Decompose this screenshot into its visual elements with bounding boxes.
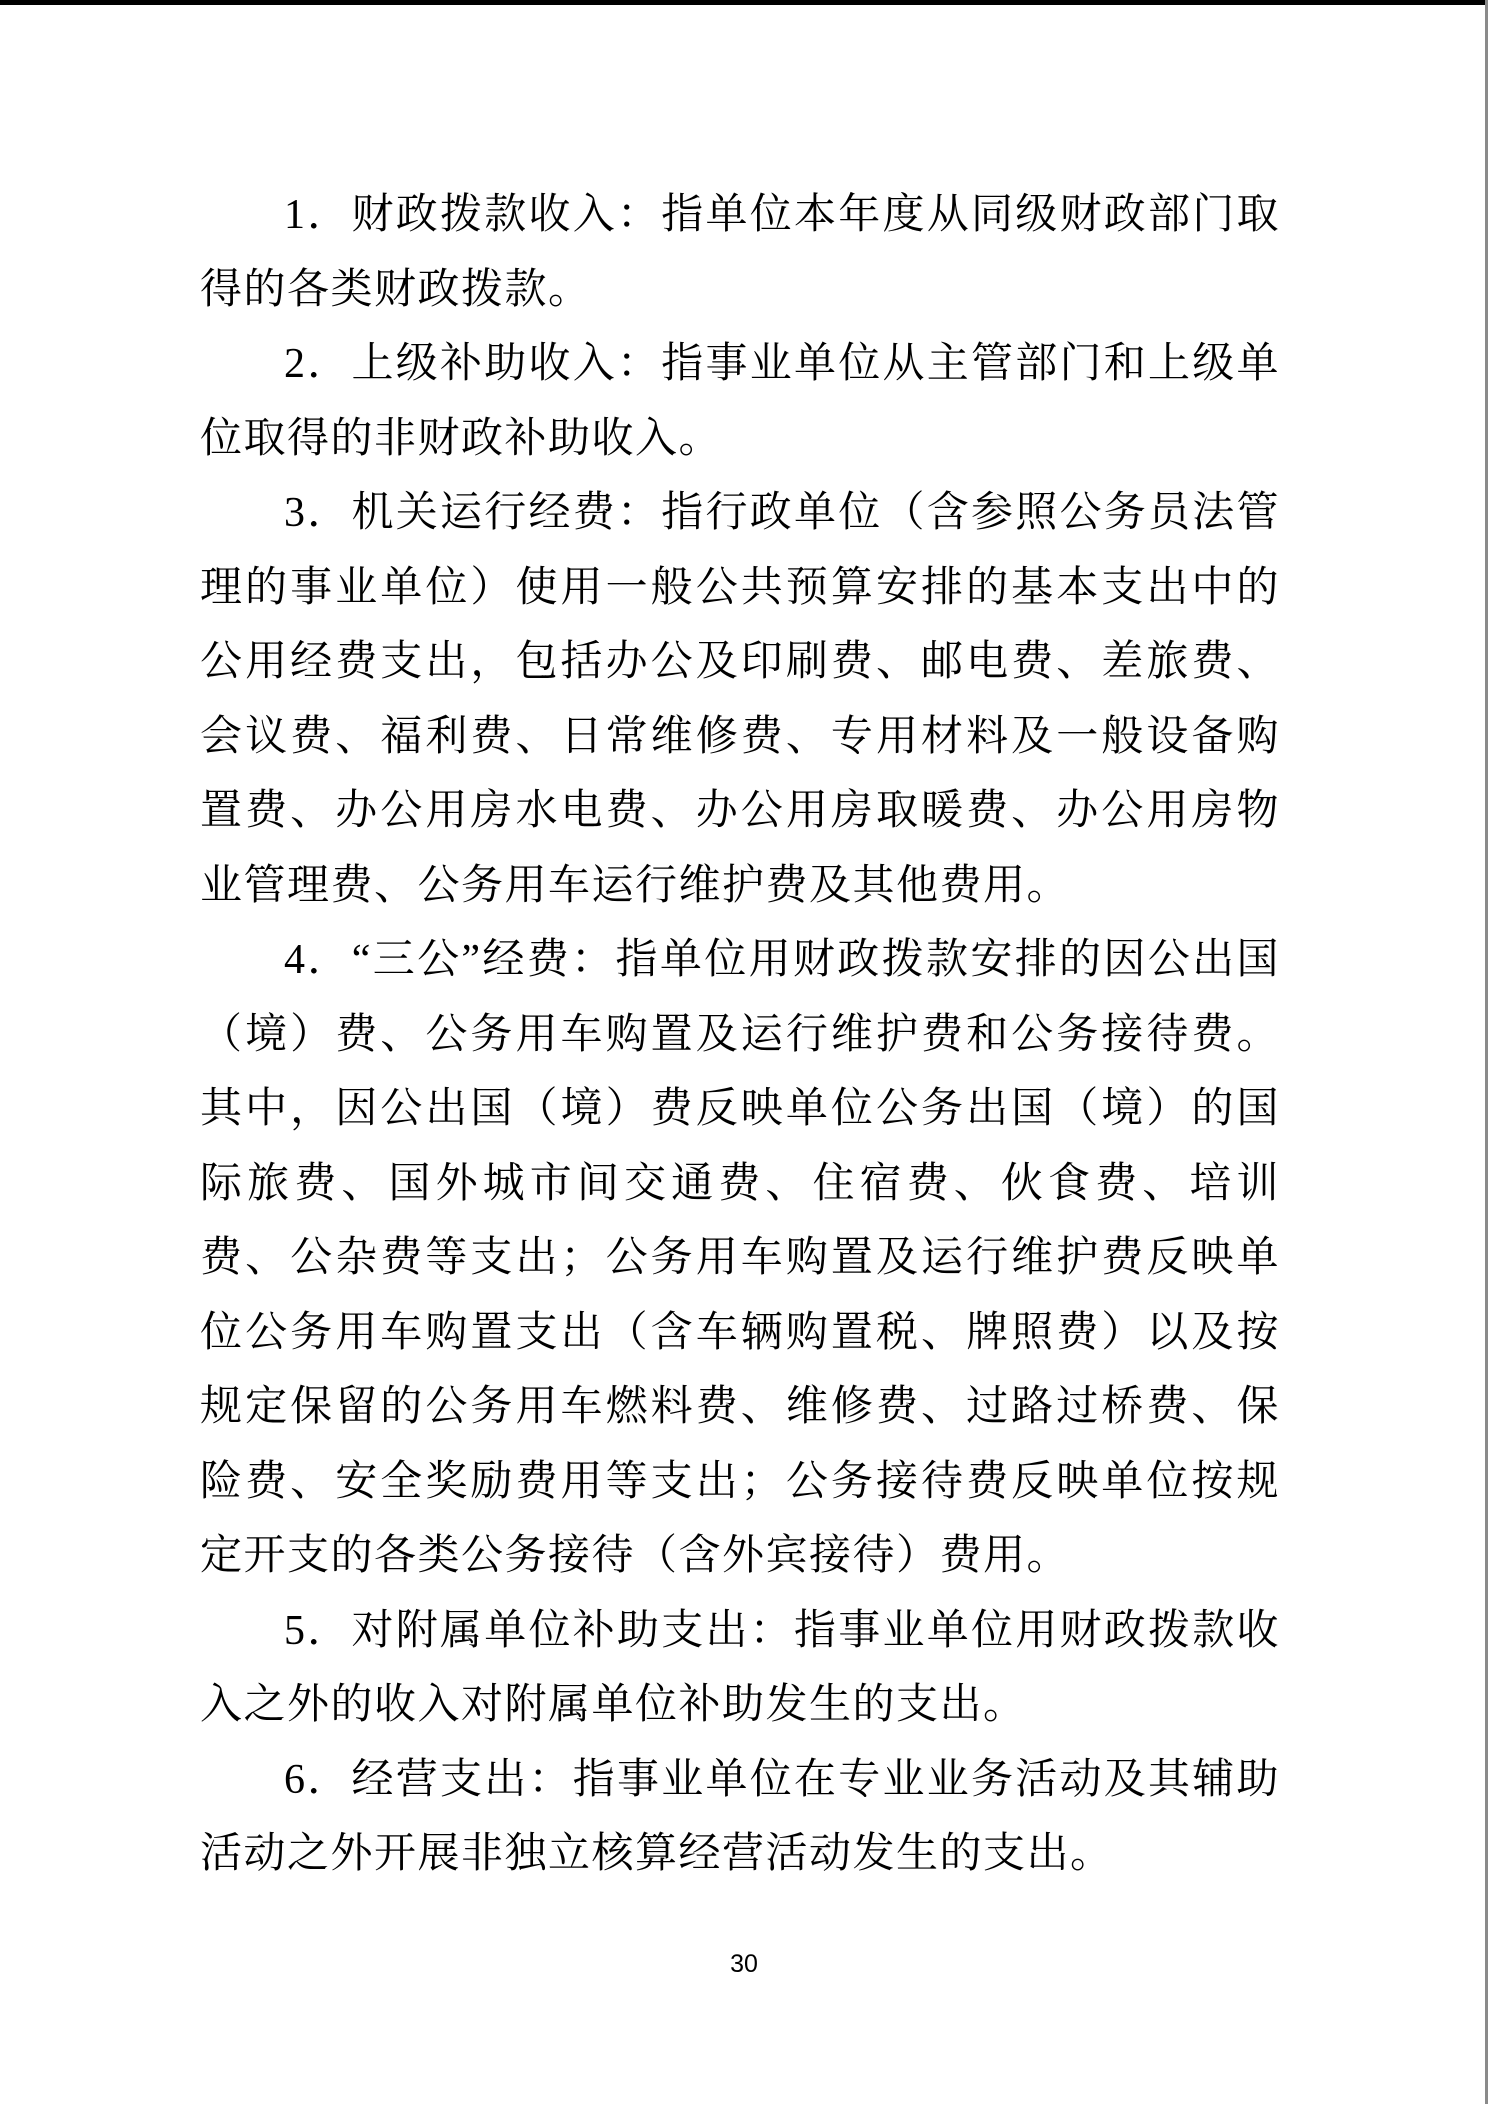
document-body (200, 178, 1280, 1892)
page-number: 30 (730, 1950, 758, 1978)
paragraph-fiscal-appropriation-income: 1．财政拨款收入：指单位本年度从同级财政部门取得的各类财政拨款。 (200, 192, 1280, 313)
paragraph-operating-expenditure: 6．经营支出：指事业单位在专业业务活动及其辅助活动之外开展非独立核算经营活动发生的支出。 (200, 1756, 1280, 1877)
paragraph-three-public-funds: 4．“三公”经费：指单位用财政拨款安排的因公出国（境）费、公务用车购置及运行维护费和公务接待费。其中，因公出国（境）费反映单位公务出国（境）的国际旅费、国外城市间交通费、住宿费、伙食费、培训费、公杂费等支出；公务用车购置及运行维护费反映单位公务用车购置支出（含车辆购置税、牌照费）以及按规定保留的公务用车燃料费、维修费、过路过桥费、保险费、安全奖励费用等支出；公务接待费反映单位按规定开支的各类公务接待（含外宾接待）费用。 (200, 937, 1280, 1579)
page-top-border (0, 0, 1488, 5)
paragraph-subsidy-to-affiliated-units: 5．对附属单位补助支出：指事业单位用财政拨款收入之外的收入对附属单位补助发生的支出。 (200, 1607, 1280, 1728)
paragraph-agency-operating-funds: 3．机关运行经费：指行政单位（含参照公务员法管理的事业单位）使用一般公共预算安排的基本支出中的公用经费支出，包括办公及印刷费、邮电费、差旅费、会议费、福利费、日常维修费、专用材料及一般设备购置费、办公用房水电费、办公用房取暖费、办公用房物业管理费、公务用车运行维护费及其他费用。 (200, 490, 1280, 909)
paragraph-superior-subsidy-income: 2．上级补助收入：指事业单位从主管部门和上级单位取得的非财政补助收入。 (200, 341, 1280, 462)
